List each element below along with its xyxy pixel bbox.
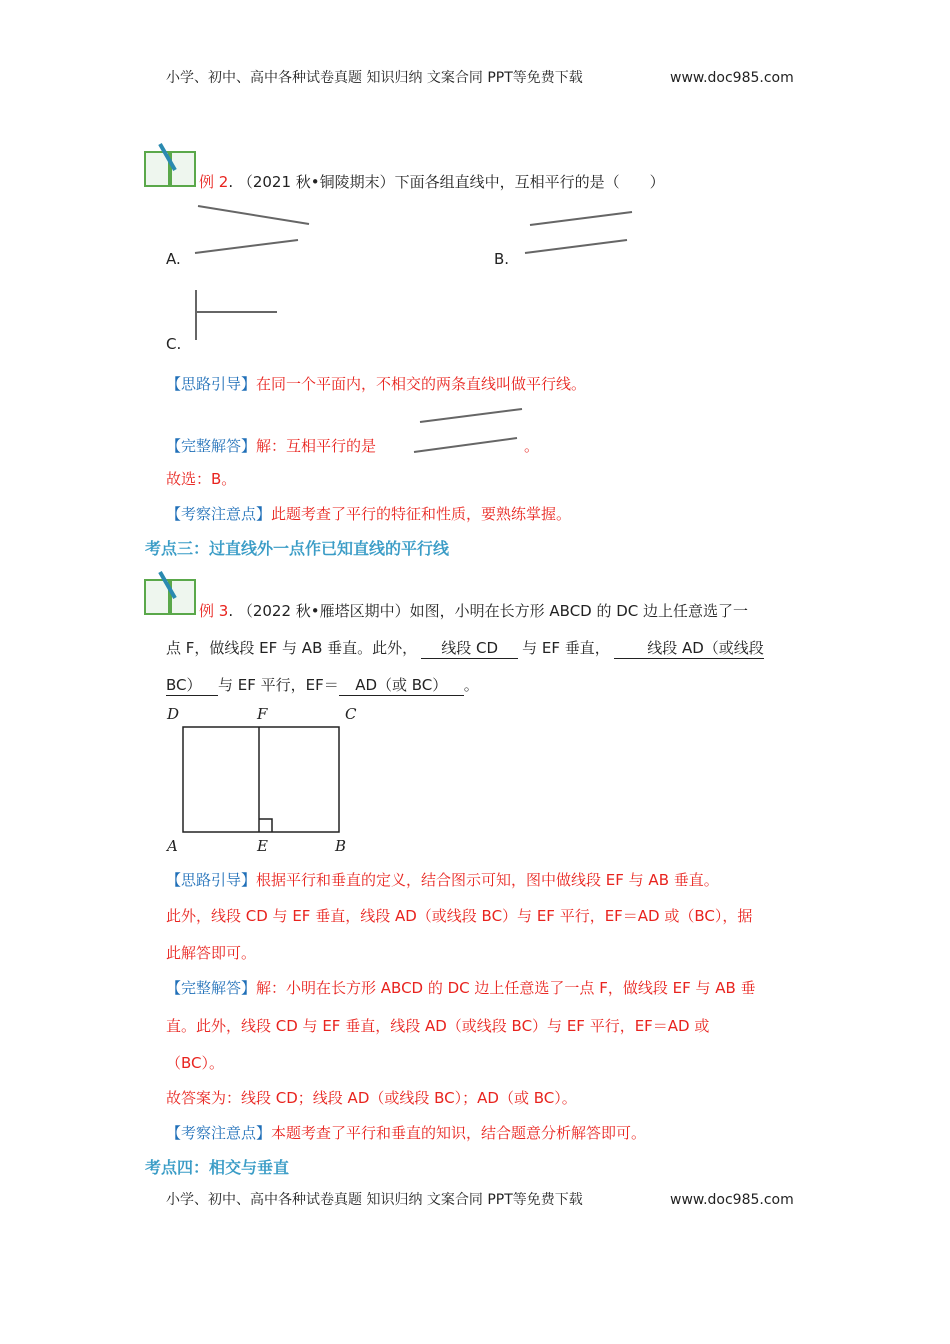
- hint-3-line-1: 【思路引导】根据平行和垂直的定义，结合图示可知，图中做线段 EF 与 AB 垂直。: [166, 871, 719, 889]
- label-e: E: [257, 837, 268, 855]
- label-c: C: [345, 705, 357, 723]
- note-2: 【考察注意点】此题考查了平行的特征和性质，要熟练掌握。: [166, 505, 572, 523]
- example-3-line-1: 例 3. （2022 秋•雁塔区期中）如图，小明在长方形 ABCD 的 DC 边上任意选了一: [199, 602, 749, 620]
- book-pencil-icon: [145, 144, 195, 186]
- footer-text: 小学、初中、高中各种试卷真题 知识归纳 文案合同 PPT等免费下载: [166, 1192, 583, 1208]
- label-d: D: [167, 705, 180, 723]
- answer-2: 【完整解答】解：互相平行的是: [166, 437, 377, 455]
- hint-3-line-3: 此解答即可。: [166, 944, 257, 962]
- book-pencil-icon-2: [145, 572, 195, 614]
- footer-url: www.doc985.com: [670, 1192, 794, 1208]
- final-answer-3: 故答案为：线段 CD；线段 AD（或线段 BC）；AD（或 BC）。: [166, 1089, 577, 1107]
- header-text: 小学、初中、高中各种试卷真题 知识归纳 文案合同 PPT等免费下载: [166, 70, 583, 86]
- note-3: 【考察注意点】本题考查了平行和垂直的知识，结合题意分析解答即可。: [166, 1124, 647, 1142]
- option-b-lines: [525, 212, 632, 253]
- answer-2-end: 。: [524, 437, 540, 455]
- section-3-heading: 考点三：过直线外一点作已知直线的平行线: [145, 539, 450, 558]
- label-f: F: [257, 705, 268, 723]
- label-a: A: [167, 837, 178, 855]
- choice-2: 故选：B。: [166, 470, 237, 488]
- rectangle-abcd-figure: [183, 727, 339, 832]
- option-a: A.: [166, 250, 181, 268]
- example-3-line-2: 点 F，做线段 EF 与 AB 垂直。此外， 线段 CD 与 EF 垂直， 线段 AD（或线段: [166, 639, 764, 657]
- option-a-lines: [195, 206, 309, 253]
- label-b: B: [335, 837, 347, 855]
- example-2-question: 例 2. （2021 秋•铜陵期末）下面各组直线中，互相平行的是（ ）: [199, 173, 665, 191]
- header-url: www.doc985.com: [670, 70, 794, 86]
- answer-3-line-2: 直。此外，线段 CD 与 EF 垂直，线段 AD（或线段 BC）与 EF 平行，EF＝AD 或: [166, 1017, 710, 1035]
- option-b: B.: [494, 250, 510, 268]
- answer-3-line-1: 【完整解答】解：小明在长方形 ABCD 的 DC 边上任意选了一点 F，做线段 EF 与 AB 垂: [166, 979, 756, 997]
- answer-3-line-3: （BC）。: [166, 1054, 225, 1072]
- hint-3-line-2: 此外，线段 CD 与 EF 垂直，线段 AD（或线段 BC）与 EF 平行，EF＝AD 或（BC），据: [166, 907, 753, 925]
- option-c-lines: [196, 290, 277, 340]
- example-3-line-3: BC） 与 EF 平行，EF＝ AD（或 BC） 。: [166, 676, 479, 694]
- section-4-heading: 考点四：相交与垂直: [145, 1158, 290, 1177]
- answer-parallel-lines: [414, 409, 522, 452]
- hint-2: 【思路引导】在同一个平面内，不相交的两条直线叫做平行线。: [166, 375, 587, 393]
- option-c: C.: [166, 335, 182, 353]
